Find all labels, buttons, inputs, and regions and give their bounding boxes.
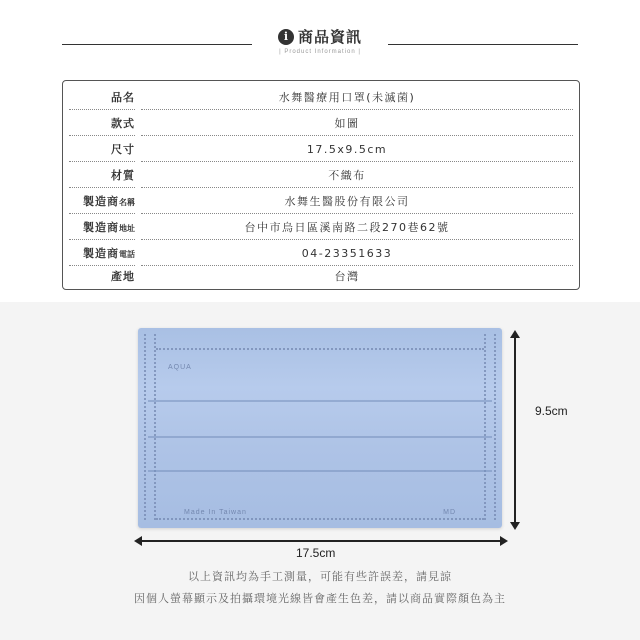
spec-row-product-name xyxy=(63,84,579,110)
spec-table xyxy=(62,80,580,290)
mask-md-text: MD xyxy=(443,509,456,516)
header-divider-right xyxy=(388,44,578,45)
mask-pleat xyxy=(148,400,492,402)
spec-value: 台中市烏日區溪南路二段270巷62號 xyxy=(244,221,450,234)
spec-key: 產地 xyxy=(111,270,135,283)
spec-value: 台灣 xyxy=(334,270,360,283)
mask-image xyxy=(138,328,502,528)
height-dimension-arrow xyxy=(514,336,516,524)
spec-key: 款式 xyxy=(111,117,135,130)
spec-value: 17.5x9.5cm xyxy=(306,142,388,156)
mask-made-in-text: Made In Taiwan xyxy=(184,509,247,516)
spec-row-material xyxy=(63,162,579,188)
spec-value: 不織布 xyxy=(328,169,366,182)
width-dimension-arrow xyxy=(140,540,502,542)
spec-key: 製造商地址 xyxy=(83,221,135,234)
spec-row-maker-address xyxy=(63,214,579,240)
page-title: 商品資訊 xyxy=(297,28,362,46)
spec-value: 水舞生醫股份有限公司 xyxy=(284,195,410,208)
mask-body xyxy=(138,328,502,528)
disclaimer-measurement: 以上資訊均為手工測量，可能有些許誤差，請見諒 xyxy=(188,570,452,583)
spec-row-origin xyxy=(63,263,579,289)
height-dimension-label: 9.5cm xyxy=(535,404,568,418)
mask-seam-left xyxy=(144,334,156,520)
spec-key: 製造商名稱 xyxy=(83,195,135,208)
mask-seam-right xyxy=(484,334,496,520)
spec-key: 製造商電話 xyxy=(83,247,135,260)
spec-value: 水舞醫療用口罩(未滅菌) xyxy=(278,91,416,104)
width-dimension-label: 17.5cm xyxy=(296,546,336,560)
spec-row-size xyxy=(63,136,579,162)
header-title-block xyxy=(252,26,388,55)
spec-value: 04-23351633 xyxy=(301,246,393,260)
page-subtitle: | Product Information | xyxy=(279,49,361,55)
product-photo xyxy=(0,302,640,640)
spec-key: 品名 xyxy=(111,91,135,104)
mask-seam-bottom xyxy=(156,518,484,520)
header-divider-left xyxy=(62,44,252,45)
mask-pleat xyxy=(148,436,492,438)
mask-brand-text: AQUA xyxy=(168,364,192,371)
spec-key: 尺寸 xyxy=(111,143,135,156)
mask-seam-top xyxy=(156,348,484,350)
spec-row-maker-name xyxy=(63,188,579,214)
mask-pleat xyxy=(148,470,492,472)
info-icon: i xyxy=(278,29,294,45)
spec-value: 如圖 xyxy=(334,117,360,130)
spec-row-style xyxy=(63,110,579,136)
disclaimer-color: 因個人螢幕顯示及拍攝環境光線皆會產生色差，請以商品實際顏色為主 xyxy=(134,592,506,605)
spec-key: 材質 xyxy=(111,169,135,182)
section-header xyxy=(0,26,640,66)
